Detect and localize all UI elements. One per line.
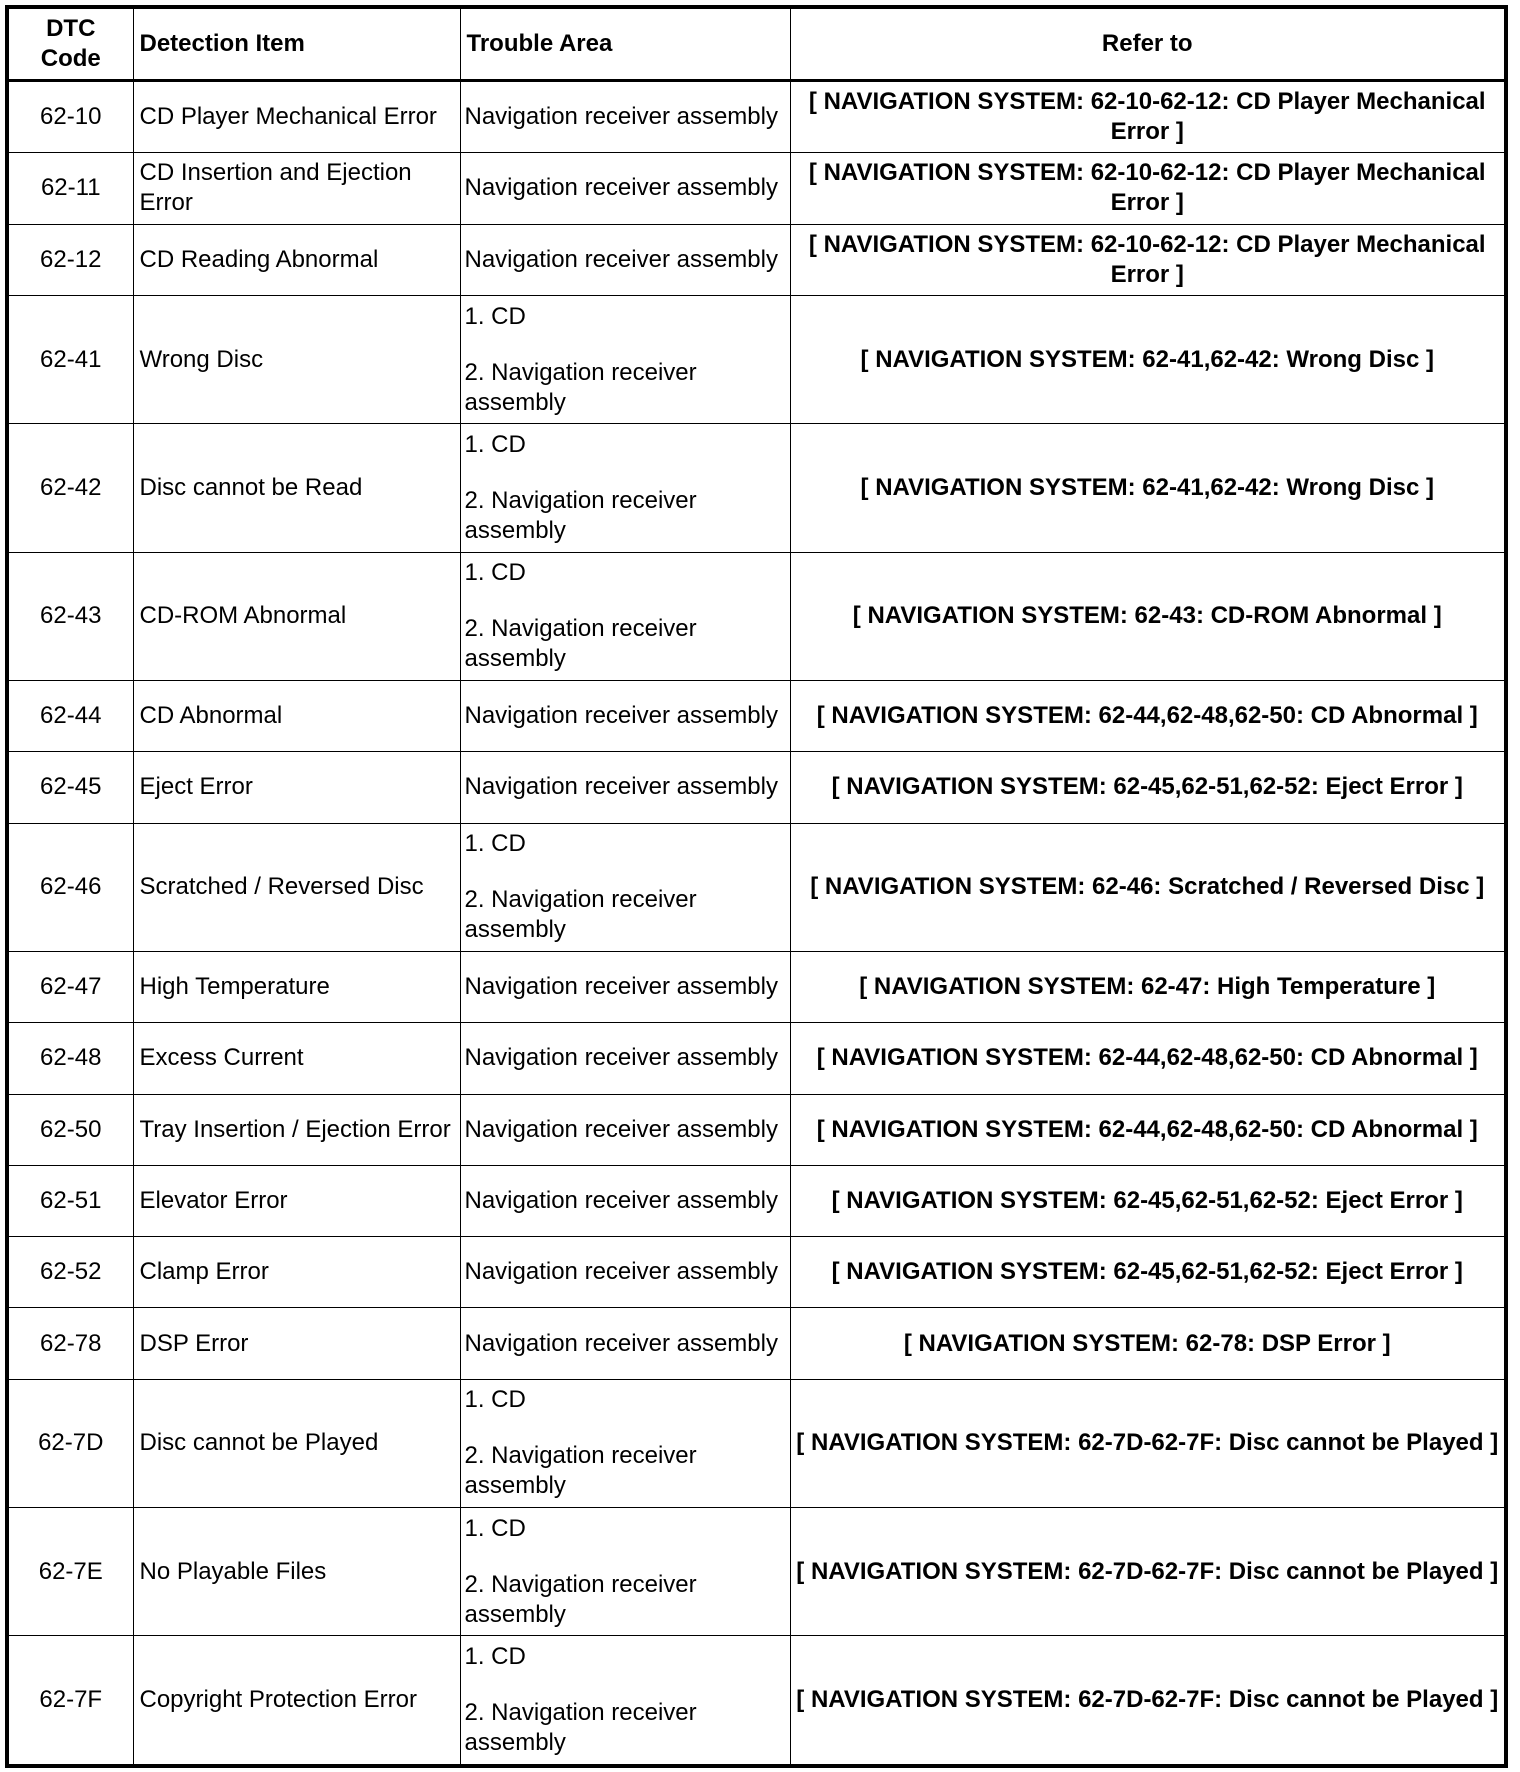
trouble-area-cell [460, 1508, 790, 1636]
detection-item-cell: DSP Error [133, 1308, 460, 1379]
dtc-code-cell: 62-7D [7, 1379, 133, 1507]
refer-to-link[interactable]: [ NAVIGATION SYSTEM: 62-7D-62-7F: Disc cannot be Played ] [790, 1379, 1506, 1507]
refer-to-link[interactable]: [ NAVIGATION SYSTEM: 62-41,62-42: Wrong Disc ] [790, 295, 1506, 423]
trouble-area-item: 1. CD [464, 1386, 526, 1414]
trouble-area-cell [460, 1379, 790, 1507]
trouble-area-item: 2. Navigation receiver assembly [464, 486, 697, 544]
refer-to-link[interactable]: [ NAVIGATION SYSTEM: 62-78: DSP Error ] [790, 1308, 1506, 1379]
dtc-code-cell: 62-11 [7, 153, 133, 224]
trouble-area-cell [460, 153, 790, 224]
table-row [7, 681, 1506, 752]
table-row [7, 224, 1506, 295]
trouble-area-cell [460, 295, 790, 423]
header-dtc-code [7, 7, 133, 81]
trouble-area-cell [460, 81, 790, 153]
header-dtc-code-line2: Code [40, 45, 101, 72]
dtc-code-cell: 62-48 [7, 1023, 133, 1094]
refer-to-link[interactable]: [ NAVIGATION SYSTEM: 62-47: High Temperature ] [790, 951, 1506, 1022]
table-row [7, 1308, 1506, 1379]
trouble-area-item: Navigation receiver assembly [464, 103, 778, 131]
dtc-code-cell: 62-51 [7, 1165, 133, 1236]
detection-item-cell: Copyright Protection Error [133, 1636, 460, 1766]
refer-to-link[interactable]: [ NAVIGATION SYSTEM: 62-10-62-12: CD Player Mechanical Error ] [790, 153, 1506, 224]
table-row [7, 1094, 1506, 1165]
trouble-area-item: Navigation receiver assembly [464, 973, 778, 1001]
table-row [7, 752, 1506, 823]
trouble-area-item: Navigation receiver assembly [464, 1258, 778, 1286]
trouble-area-cell [460, 1023, 790, 1094]
dtc-code-cell: 62-7E [7, 1508, 133, 1636]
header-trouble-area: Trouble Area [460, 7, 790, 81]
trouble-area-cell [460, 424, 790, 552]
trouble-area-cell [460, 681, 790, 752]
trouble-area-cell [460, 224, 790, 295]
header-dtc-code-line1: DTC [46, 15, 96, 42]
trouble-area-item: 1. CD [464, 430, 526, 458]
refer-to-link[interactable]: [ NAVIGATION SYSTEM: 62-7D-62-7F: Disc cannot be Played ] [790, 1508, 1506, 1636]
trouble-area-cell [460, 1165, 790, 1236]
dtc-code-cell: 62-47 [7, 951, 133, 1022]
refer-to-link[interactable]: [ NAVIGATION SYSTEM: 62-46: Scratched / Reversed Disc ] [790, 823, 1506, 951]
detection-item-cell: CD Player Mechanical Error [133, 81, 460, 153]
table-row [7, 295, 1506, 423]
table-row [7, 1636, 1506, 1766]
trouble-area-item: 1. CD [464, 302, 526, 330]
trouble-area-item: 1. CD [464, 559, 526, 587]
detection-item-cell: CD Reading Abnormal [133, 224, 460, 295]
header-detection-item: Detection Item [133, 7, 460, 81]
table-row [7, 823, 1506, 951]
detection-item-cell: CD Insertion and Ejection Error [133, 153, 460, 224]
trouble-area-cell [460, 1308, 790, 1379]
table-row [7, 424, 1506, 552]
detection-item-cell: Elevator Error [133, 1165, 460, 1236]
refer-to-link[interactable]: [ NAVIGATION SYSTEM: 62-10-62-12: CD Player Mechanical Error ] [790, 224, 1506, 295]
trouble-area-spacer [465, 859, 786, 885]
table-body [7, 81, 1506, 1767]
trouble-area-cell [460, 1237, 790, 1308]
header-refer-to: Refer to [790, 7, 1506, 81]
detection-item-cell: Eject Error [133, 752, 460, 823]
refer-to-link[interactable]: [ NAVIGATION SYSTEM: 62-45,62-51,62-52: Eject Error ] [790, 1237, 1506, 1308]
trouble-area-item: Navigation receiver assembly [464, 1115, 778, 1143]
trouble-area-item: 2. Navigation receiver assembly [464, 886, 697, 944]
refer-to-link[interactable]: [ NAVIGATION SYSTEM: 62-41,62-42: Wrong Disc ] [790, 424, 1506, 552]
trouble-area-cell [460, 1094, 790, 1165]
detection-item-cell: Excess Current [133, 1023, 460, 1094]
trouble-area-item: 2. Navigation receiver assembly [464, 358, 697, 416]
refer-to-link[interactable]: [ NAVIGATION SYSTEM: 62-45,62-51,62-52: Eject Error ] [790, 752, 1506, 823]
trouble-area-item: 2. Navigation receiver assembly [464, 1699, 697, 1757]
refer-to-link[interactable]: [ NAVIGATION SYSTEM: 62-10-62-12: CD Player Mechanical Error ] [790, 81, 1506, 153]
dtc-code-cell: 62-46 [7, 823, 133, 951]
trouble-area-item: Navigation receiver assembly [464, 245, 778, 273]
detection-item-cell: Tray Insertion / Ejection Error [133, 1094, 460, 1165]
trouble-area-spacer [465, 588, 786, 614]
trouble-area-cell [460, 951, 790, 1022]
dtc-code-cell: 62-10 [7, 81, 133, 153]
trouble-area-item: Navigation receiver assembly [464, 1186, 778, 1214]
dtc-code-cell: 62-45 [7, 752, 133, 823]
table-row [7, 1165, 1506, 1236]
detection-item-cell: CD-ROM Abnormal [133, 552, 460, 680]
detection-item-cell: No Playable Files [133, 1508, 460, 1636]
trouble-area-item: Navigation receiver assembly [464, 174, 778, 202]
table-row [7, 1508, 1506, 1636]
detection-item-cell: Disc cannot be Read [133, 424, 460, 552]
detection-item-cell: CD Abnormal [133, 681, 460, 752]
dtc-code-cell: 62-42 [7, 424, 133, 552]
dtc-code-cell: 62-43 [7, 552, 133, 680]
trouble-area-item: Navigation receiver assembly [464, 1044, 778, 1072]
trouble-area-item: 2. Navigation receiver assembly [464, 1570, 697, 1628]
table-row [7, 1237, 1506, 1308]
trouble-area-item: 1. CD [464, 830, 526, 858]
trouble-area-cell [460, 752, 790, 823]
table-row [7, 1023, 1506, 1094]
table-row [7, 552, 1506, 680]
detection-item-cell: Disc cannot be Played [133, 1379, 460, 1507]
trouble-area-spacer [465, 332, 786, 358]
detection-item-cell: Scratched / Reversed Disc [133, 823, 460, 951]
refer-to-link[interactable]: [ NAVIGATION SYSTEM: 62-44,62-48,62-50: CD Abnormal ] [790, 1023, 1506, 1094]
table-row [7, 951, 1506, 1022]
trouble-area-item: Navigation receiver assembly [464, 702, 778, 730]
dtc-table [5, 5, 1508, 1768]
trouble-area-spacer [465, 1415, 786, 1441]
detection-item-cell: Clamp Error [133, 1237, 460, 1308]
dtc-code-cell: 62-41 [7, 295, 133, 423]
refer-to-link[interactable]: [ NAVIGATION SYSTEM: 62-7D-62-7F: Disc cannot be Played ] [790, 1636, 1506, 1766]
trouble-area-cell [460, 1636, 790, 1766]
dtc-code-cell: 62-7F [7, 1636, 133, 1766]
trouble-area-item: 2. Navigation receiver assembly [464, 1442, 697, 1500]
refer-to-link[interactable]: [ NAVIGATION SYSTEM: 62-44,62-48,62-50: CD Abnormal ] [790, 1094, 1506, 1165]
dtc-code-cell: 62-12 [7, 224, 133, 295]
trouble-area-cell [460, 552, 790, 680]
dtc-code-cell: 62-44 [7, 681, 133, 752]
trouble-area-cell [460, 823, 790, 951]
trouble-area-item: Navigation receiver assembly [464, 1329, 778, 1357]
trouble-area-spacer [465, 1672, 786, 1698]
detection-item-cell: High Temperature [133, 951, 460, 1022]
table-row [7, 1379, 1506, 1507]
trouble-area-item: 2. Navigation receiver assembly [464, 615, 697, 673]
trouble-area-item: 1. CD [464, 1643, 526, 1671]
refer-to-link[interactable]: [ NAVIGATION SYSTEM: 62-44,62-48,62-50: CD Abnormal ] [790, 681, 1506, 752]
trouble-area-spacer [465, 460, 786, 486]
refer-to-link[interactable]: [ NAVIGATION SYSTEM: 62-43: CD-ROM Abnormal ] [790, 552, 1506, 680]
detection-item-cell: Wrong Disc [133, 295, 460, 423]
trouble-area-item: 1. CD [464, 1514, 526, 1542]
dtc-code-cell: 62-78 [7, 1308, 133, 1379]
trouble-area-spacer [465, 1544, 786, 1570]
dtc-code-cell: 62-50 [7, 1094, 133, 1165]
trouble-area-item: Navigation receiver assembly [464, 773, 778, 801]
dtc-code-cell: 62-52 [7, 1237, 133, 1308]
table-row [7, 153, 1506, 224]
table-row [7, 81, 1506, 153]
refer-to-link[interactable]: [ NAVIGATION SYSTEM: 62-45,62-51,62-52: Eject Error ] [790, 1165, 1506, 1236]
table-header-row [7, 7, 1506, 81]
